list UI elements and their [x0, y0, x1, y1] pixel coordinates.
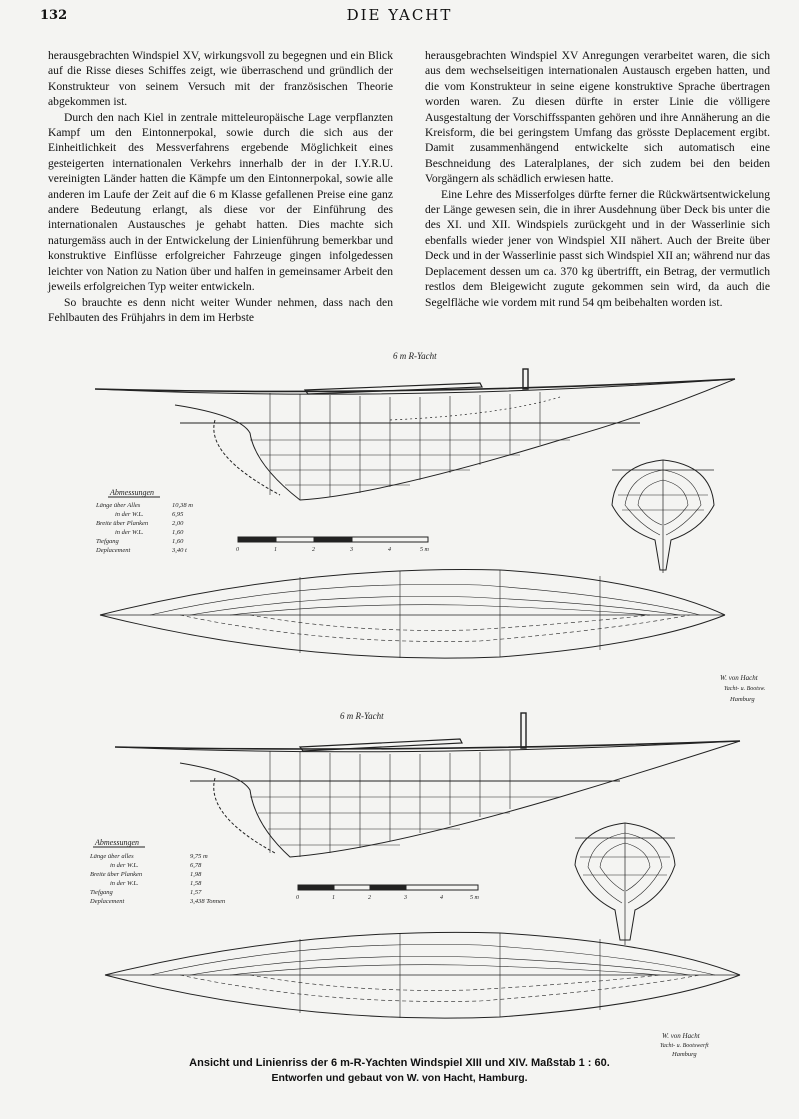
dim-value: 6,78 [190, 862, 202, 869]
paragraph: herausgebrachten Windspiel XV Anregungen verarbeitet waren, die sich aus dem wechselseitigen internationalen Austausch ergeben hatten, und die vom Konstrukteur in seine eigene konstruktive Sprache übertragen worden waren. Zu diesen dürfte in erster Linie die völligere Ausgestaltung der Vorschiffsspanten gehören und ihre Annäherung an die Kreisform, die bei geringstem Umfang das grösste Deplacement ergibt. Damit zusammenhängend entwickelte sich automatisch eine Beschneidung des Lateralplanes, der sich zudem bei den beiden Vorgängern als schädlich erwiesen hatte. [425, 49, 770, 186]
signature-line: Hamburg [730, 696, 755, 703]
half-breadth-plan-top [100, 570, 725, 659]
dimensions-table-top [95, 488, 193, 554]
dim-value: 9,75 m [190, 853, 208, 860]
signature-top [720, 674, 765, 703]
paragraph: Durch den nach Kiel in zentrale mitteleuropäische Lage verpflanzten Kampf um den Eintonnerpokal, sowie durch die sich aus der Einheitlichkeit des Messverfahrens ergebende Möglichkeit eines gesteigerten internationalen Verkehrs innerhalb der in der I.Y.R.U. vereinigten Länder hatten die Kämpfe um den Eintonnerpokal, sowie alle anderen im Laufe der Zeit auf die 6 m Klasse gefallenen Preise eine ganz andere Bedeutung erlangt, als diese vor der Einführung des internationalen Austausches je gehabt hatten. Dies machte sich naturgemäss auch in der Entwickelung der Linienführung bemerkbar und konstruktive Einflüsse erfolgreicher Fahrzeuge gingen infolgedessen leichter von Nation zu Nation über und halfen in gemeinsamer Arbeit den jeweils erfolgreichen Typ weiter entwickeln. [48, 110, 393, 294]
dim-value: 3,438 Tonnen [190, 898, 226, 905]
dimensions-title: Abmessungen [95, 838, 139, 847]
scale-label: 4 [440, 895, 443, 901]
signature-line: Yacht- u. Bootsw. [724, 686, 766, 692]
dim-value: 3,40 t [172, 547, 187, 554]
body-plan-bottom [575, 823, 675, 945]
page-number: 132 [40, 8, 68, 23]
dim-label: in der W.L. [110, 862, 139, 869]
caption-line-1: Ansicht und Linienriss der 6 m-R-Yachten Windspiel XIII und XIV. Maßstab 1 : 60. [189, 1057, 610, 1069]
page-title: DIE YACHT [346, 6, 453, 24]
scale-label: 5 m [470, 895, 479, 901]
dim-label: Länge über alles [90, 853, 134, 860]
dim-value: 2,00 [172, 520, 184, 527]
figure-caption [0, 1056, 799, 1086]
dim-label: Tiefgang [96, 538, 119, 545]
paragraph: So brauchte es denn nicht weiter Wunder nehmen, dass nach den Fehlbauten des Frühjahrs in dem im Herbste [48, 295, 393, 324]
dim-value: 6,95 [172, 511, 184, 518]
dim-value: 1,57 [190, 889, 202, 896]
scale-label: 0 [236, 547, 239, 553]
dim-label: Breite über Planken [90, 871, 143, 878]
drawing-title-top: 6 m R-Yacht [393, 351, 437, 361]
dimensions-title: Abmessungen [110, 488, 154, 497]
dim-value: 1,60 [172, 538, 184, 545]
dim-value: 1,60 [172, 529, 184, 536]
paragraph: herausgebrachten Windspiel XV, wirkungsvoll zu begegnen und ein Blick auf die Risse dieses Schiffes zeigt, wie überraschend und gründlich der Konstrukteur von seinem Versuch mit der französischen Theorie abgekommen ist. [48, 49, 393, 109]
dim-value: 10,38 m [172, 502, 193, 509]
signature-line: Hamburg [672, 1051, 697, 1058]
scale-label: 3 [404, 895, 407, 901]
paragraph: Eine Lehre des Misserfolges dürfte ferner die Rückwärtsentwickelung der Länge gewesen sein, die in ihrer Ausdehnung über Deck bis unter die des XI. und XII. Windspiels zurückgeht und in der Wasserlinie sich ebenfalls wieder jener von Windspiel XII nähert. Auch der Breite über Deck und in der Wasserlinie passt sich Windspiel XII an; während nur das Deplacement dessen um ca. 370 kg übertrifft, ein Betrag, der vermutlich restlos dem Bleigewicht zugute gekommen sein wird, da auch die Segelfläche wie vordem mit rund 54 qm beibehalten worden ist. [425, 187, 770, 309]
text-column-right [425, 48, 770, 310]
scale-label: 2 [368, 895, 371, 901]
scale-label: 3 [350, 547, 353, 553]
body-plan-top [612, 460, 714, 573]
scale-bar-top [236, 537, 430, 553]
dim-label: in der W.L. [110, 880, 139, 887]
caption-line-2: Entworfen und gebaut von W. von Hacht, Hamburg. [271, 1072, 528, 1084]
signature-line: W. von Hacht [720, 674, 758, 682]
dim-label: Länge über Alles [96, 502, 141, 509]
text-column-left [48, 48, 393, 325]
dim-label: Breite über Planken [96, 520, 149, 527]
scale-label: 1 [332, 895, 335, 901]
dim-label: in der W.L. [115, 511, 144, 518]
dim-label: Tiefgang [90, 889, 113, 896]
profile-view-top [95, 351, 735, 500]
yacht-lines-drawings [0, 345, 799, 1065]
scale-label: 4 [388, 547, 391, 553]
scale-bar-bottom [296, 885, 480, 901]
signature-line: W. von Hacht [662, 1032, 700, 1040]
half-breadth-plan-bottom [105, 932, 740, 1018]
scale-label: 2 [312, 547, 315, 553]
profile-view-bottom [115, 711, 740, 857]
signature-line: Yacht- u. Bootswerft [660, 1043, 709, 1049]
dimensions-table-bottom [89, 838, 225, 905]
dim-label: Deplacement [96, 547, 131, 554]
signature-bottom [660, 1032, 709, 1058]
dim-label: in der W.L. [115, 529, 144, 536]
dim-value: 1,58 [190, 880, 202, 887]
scale-label: 1 [274, 547, 277, 553]
scale-label: 5 m [420, 547, 429, 553]
dim-label: Deplacement [90, 898, 125, 905]
drawing-title-bottom: 6 m R-Yacht [340, 711, 384, 721]
dim-value: 1,98 [190, 871, 202, 878]
scale-label: 0 [296, 895, 299, 901]
